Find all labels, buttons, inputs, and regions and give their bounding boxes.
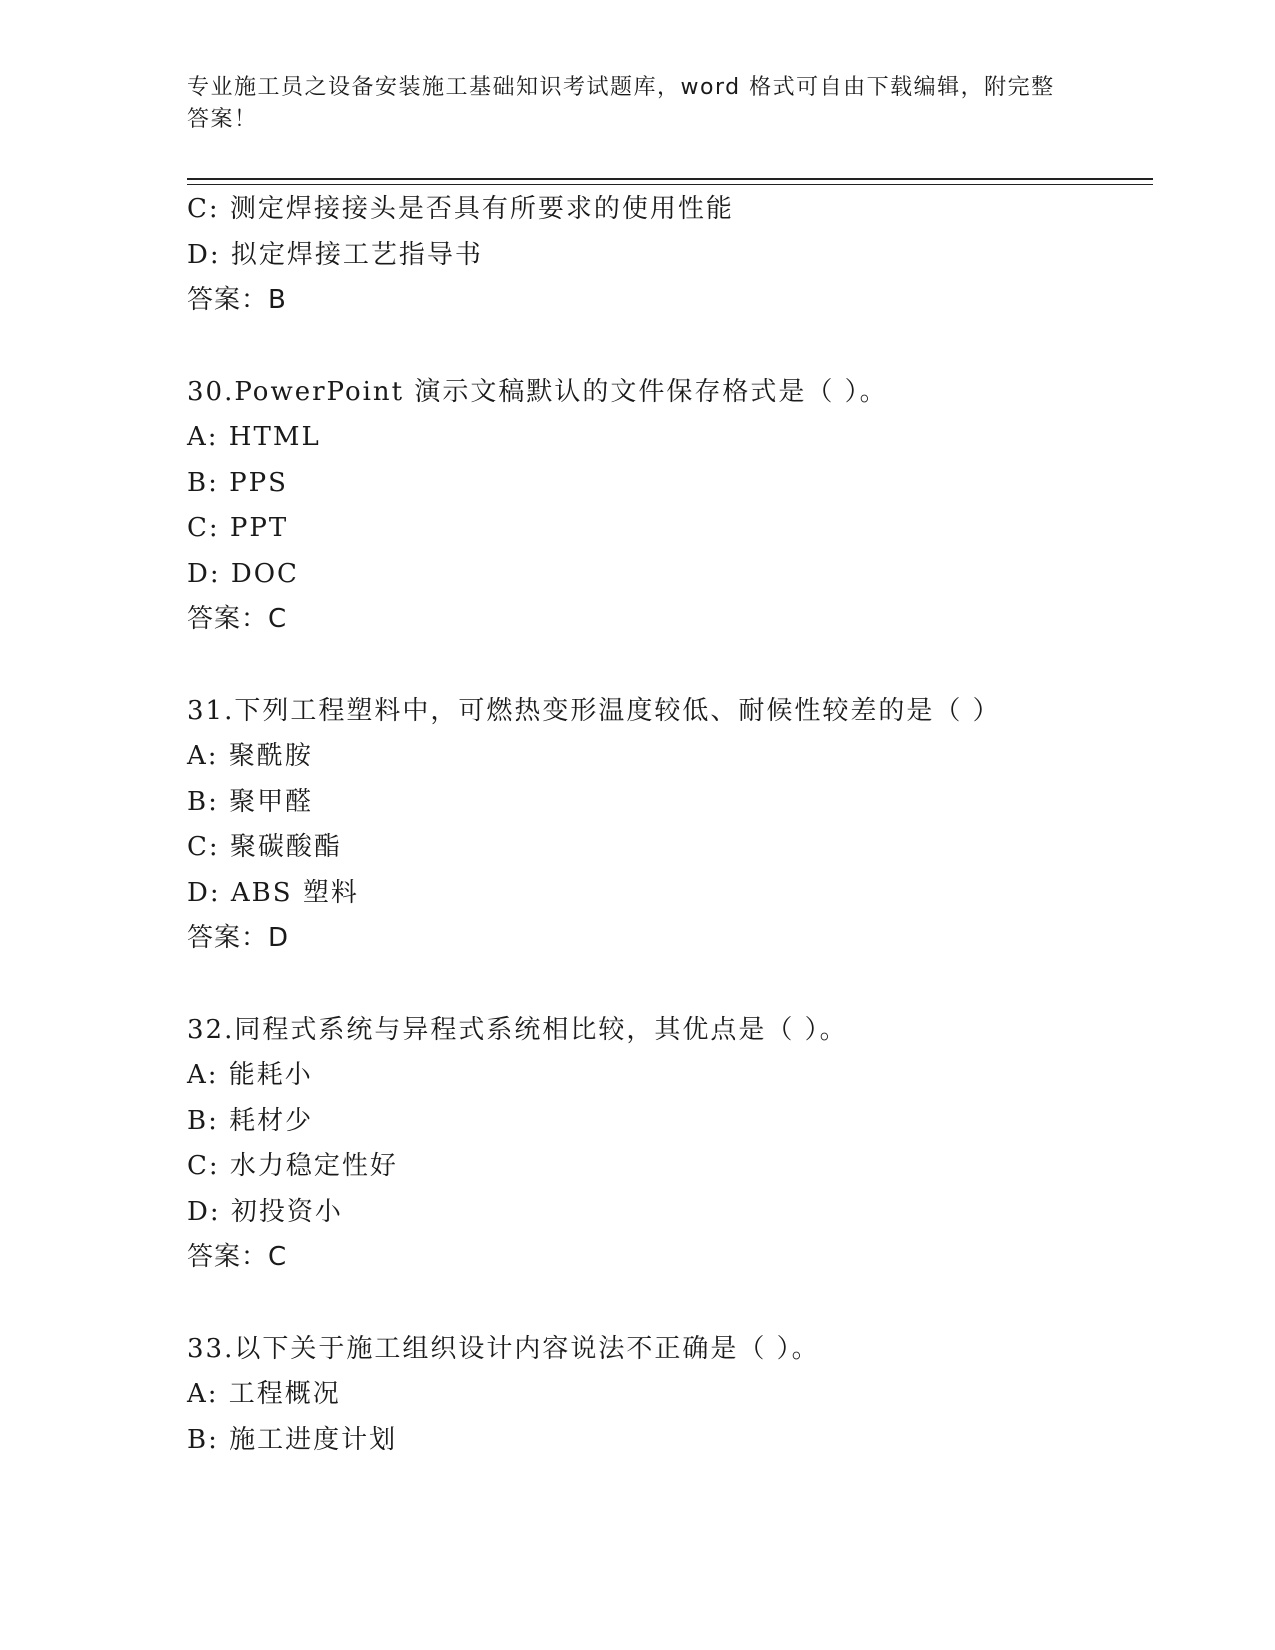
question-stem: 33.以下关于施工组织设计内容说法不正确是（ ）。 (187, 1333, 820, 1364)
option-b: B: 施工进度计划 (187, 1424, 398, 1455)
option-d: D: 拟定焊接工艺指导书 (187, 239, 483, 270)
document-header: 专业施工员之设备安装施工基础知识考试题库，word 格式可自由下载编辑，附完整答案！ (187, 75, 1055, 132)
answer: 答案：C (187, 604, 288, 634)
option-b: B: 聚甲醛 (187, 786, 314, 817)
option-c: C: 测定焊接接头是否具有所要求的使用性能 (187, 194, 734, 224)
option-a: A: 聚酰胺 (187, 741, 313, 771)
option-d: D: ABS 塑料 (187, 877, 359, 908)
option-b: B: PPS (187, 467, 288, 498)
option-a: A: 能耗小 (187, 1060, 313, 1090)
option-a: A: HTML (187, 422, 321, 452)
option-b: B: 耗材少 (187, 1105, 314, 1136)
question-30 (187, 370, 1153, 643)
question-stem: 30.PowerPoint 演示文稿默认的文件保存格式是（ ）。 (187, 376, 888, 407)
question-33 (187, 1327, 1153, 1464)
answer: 答案：C (187, 1242, 288, 1272)
header-rule-thick (187, 178, 1153, 180)
option-c: C: 水力稳定性好 (187, 1151, 398, 1181)
option-c: C: 聚碳酸酯 (187, 832, 342, 862)
question-content (187, 187, 1153, 1463)
option-c: C: PPT (187, 513, 289, 543)
option-d: D: DOC (187, 558, 299, 589)
header-rule-thin (187, 184, 1153, 185)
answer: 答案：B (187, 285, 287, 315)
answer: 答案：D (187, 923, 290, 953)
question-32 (187, 1008, 1153, 1281)
option-d: D: 初投资小 (187, 1196, 343, 1227)
option-a: A: 工程概况 (187, 1379, 341, 1409)
question-stem: 32.同程式系统与异程式系统相比较，其优点是（ ）。 (187, 1014, 848, 1045)
question-stem: 31.下列工程塑料中，可燃热变形温度较低、耐候性较差的是（ ） (187, 695, 1001, 726)
question-31 (187, 689, 1153, 962)
